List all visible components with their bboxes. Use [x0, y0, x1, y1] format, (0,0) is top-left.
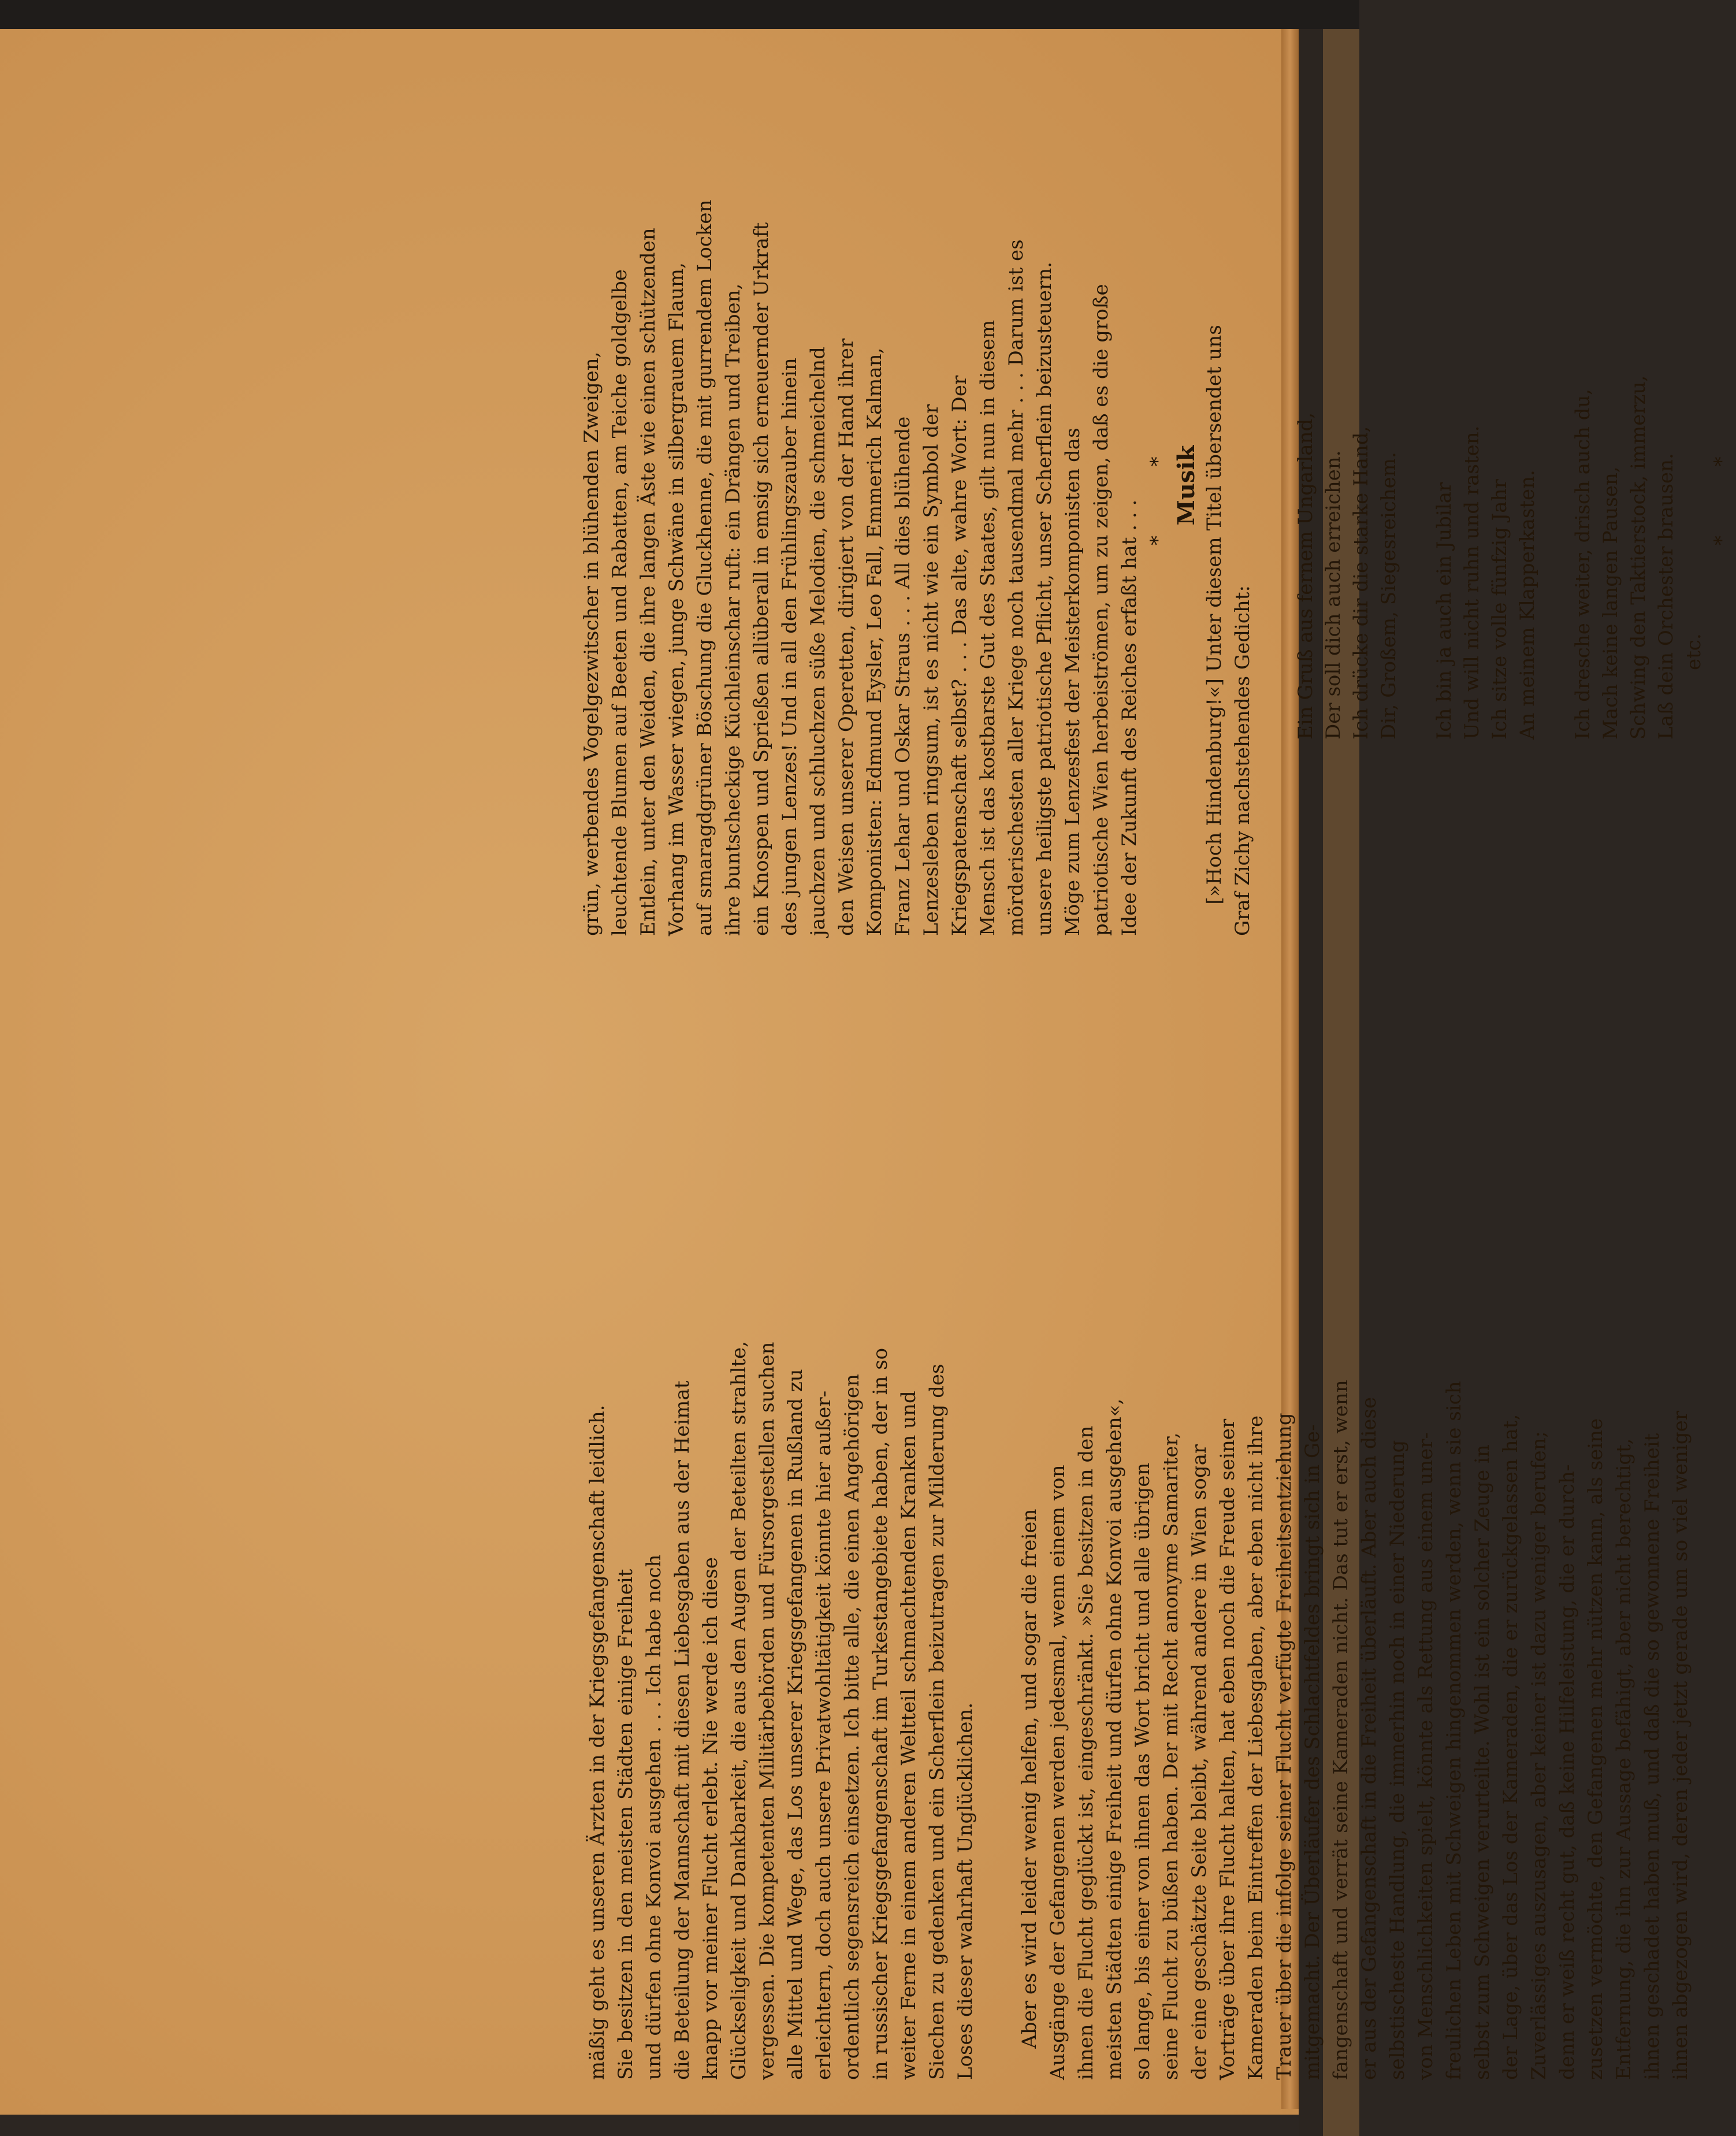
text-line: auf smaragdgrüner Böschung die Gluckhenne, die mit gurrendem Locken [693, 199, 716, 936]
poem-line: Schwing den Taktierstock, immerzu, [1627, 375, 1650, 740]
text-line: Franz Lehar und Oskar Straus . . . All dies blühende [891, 416, 915, 936]
top-dark-border [0, 0, 1359, 32]
poem-stanza [1292, 35, 1403, 740]
text-line: Komponisten: Edmund Eysler, Leo Fall, Emmerich Kalman, [863, 347, 886, 936]
text-line: den Weisen unserer Operetten, dirigiert von der Hand ihrer [835, 338, 858, 936]
text-line: selbst zum Schweigen verurteilte. Wohl ist ein solcher Zeuge in [1471, 1444, 1494, 2080]
text-line: Zuverlässiges auszusagen, aber keiner ist dazu weniger berufen; [1527, 1431, 1551, 2080]
text-line: Glückseligkeit und Dankbarkeit, die aus den Augen der Beteilten strahlte, [727, 1341, 750, 2080]
text-line: der eine geschätzte Seite bleibt, während andere in Wien sogar [1188, 1444, 1211, 2080]
section-separator-stars: * * [1146, 425, 1169, 546]
text-line: Ausgänge der Gefangenen werden jedesmal, wenn einem von [1046, 1465, 1069, 2080]
text-line: Loses dieser wahrhaft Unglücklichen. [954, 1702, 977, 2080]
text-line: Vorträge über ihre Flucht halten, hat eben noch die Freude seiner [1216, 1418, 1239, 2080]
text-line: so lange, bis einer von ihnen das Wort bricht und alle übrigen [1131, 1462, 1154, 2080]
poem-line: Ein Gruß aus fernem Ungarland, [1294, 412, 1317, 740]
text-line: Sie besitzen in den meisten Städten einige Freiheit [614, 1569, 637, 2080]
poem-line: Mach keine langen Pausen, [1599, 466, 1622, 740]
text-line: ein Knospen und Sprießen allüberall in emsig sich erneuernder Urkraft [750, 222, 773, 936]
text-line: Lenzesleben ringsum, ist es nicht wie ein Symbol der [920, 404, 943, 936]
text-line: meisten Städten einige Freiheit und dürfen ohne Konvoi ausgehen«, [1103, 1398, 1126, 2080]
spring-section [578, 35, 1144, 936]
text-line: die Beteilung der Mannschaft mit diesen Liebesgaben aus der Heimat [671, 1380, 694, 2080]
text-line: fangenschaft und verrät seine Kameraden nicht. Das tut er erst, wenn [1329, 1380, 1352, 2080]
text-line: der Lage, über das Los der Kameraden, die er zurückgelassen hat, [1499, 1414, 1522, 2080]
text-line: weiter Ferne in einem anderen Weltteil schmachtenden Kranken und [897, 1391, 920, 2080]
paragraph-1 [583, 1104, 980, 2080]
text-line: erleichtern, doch auch unsere Privatwohltätigkeit könnte hier außer- [812, 1390, 835, 2080]
poem-line: Laß dein Orchester brausen. [1655, 453, 1678, 740]
text-line: Entlein, unter den Weiden, die ihre langen Äste wie einen schützenden [637, 228, 660, 936]
text-line: des jungen Lenzes! Und in all den Frühlingszauber hinein [778, 358, 801, 936]
text-line: Aber es wird leider wenig helfen, und sogar die freien [1018, 1509, 1041, 2049]
text-line: mitgemacht. Der Überläufer des Schlachtfeldes bringt sich in Ge- [1301, 1424, 1324, 2080]
poem-line: An meinem Klapperkasten. [1516, 470, 1539, 740]
text-line: Trauer über die infolge seiner Flucht verfügte Freiheitsentziehung [1273, 1413, 1296, 2080]
poem-etc: etc. [1682, 633, 1705, 670]
text-line: von Menschlichkeiten spielt, könnte als Rettung aus einem uner- [1414, 1432, 1437, 2080]
text-line: knapp vor meiner Flucht erlebt. Nie werde ich diese [699, 1557, 722, 2080]
left-column [583, 1104, 1695, 2080]
text-line: mörderischesten aller Kriege noch tausendmal mehr . . . Darum ist es [1005, 239, 1028, 936]
text-line: seine Flucht zu büßen haben. Der mit Recht anonyme Samariter, [1159, 1432, 1183, 2080]
text-line: Vorhang im Wasser wiegen, junge Schwäne in silbergrauem Flaum, [665, 262, 688, 936]
music-intro [1200, 35, 1257, 936]
text-line: alle Mittel und Wege, das Los unserer Kriegsgefangenen in Rußland zu [784, 1369, 807, 2080]
text-line: selbstischeste Handlung, die immerhin noch in einer Niederung [1386, 1440, 1409, 2080]
text-line: in russischer Kriegsgefangenschaft im Turkestangebiete haben, der in so [869, 1347, 892, 2080]
text-line: ordentlich segensreich einsetzen. Ich bitte alle, die einen Angehörigen [841, 1374, 864, 2080]
text-line: ihnen geschadet haben muß, und daß die so gewonnene Freiheit [1641, 1433, 1664, 2080]
poem-line: Ich sitze volle fünfzig Jahr [1488, 479, 1511, 740]
text-line: vergessen. Die kompetenten Militärbehörden und Fürsorgestellen suchen [756, 1342, 779, 2080]
poem-line: Ich dresche weiter, drisch auch du, [1571, 388, 1594, 740]
text-line: ihnen die Flucht geglückt ist, eingeschränkt. »Sie besitzen in den [1075, 1425, 1098, 2080]
text-line: Mensch ist das kostbarste Gut des Staates, gilt nun in diesem [976, 320, 999, 936]
text-line: Kriegspatenschaft selbst? . . . Das alte, wahre Wort: Der [948, 375, 971, 936]
text-line: [»Hoch Hindenburg!«] Unter diesem Titel übersendet uns [1203, 325, 1226, 905]
end-separator-stars: * * [1710, 425, 1733, 546]
right-column [578, 35, 1736, 936]
paragraph-2 [1016, 1104, 1695, 2080]
poem-line: Dir, Großem, Siegesreichem. [1377, 452, 1400, 740]
poem-stanza [1430, 35, 1541, 740]
text-line: Möge zum Lenzesfest der Meisterkomponisten das [1061, 428, 1084, 936]
text-line: unsere heiligste patriotische Pflicht, unser Scherflein beizusteuern. [1033, 262, 1056, 936]
section-heading-musik: Musik [1173, 445, 1200, 526]
text-line: und dürfen ohne Konvoi ausgehen . . . Ich habe noch [642, 1554, 666, 2080]
text-line: er aus der Gefangenschaft in die Freiheit überläuft. Aber auch diese [1358, 1396, 1381, 2080]
text-line: jauchzen und schluchzen süße Melodien, die schmeichelnd [806, 347, 830, 936]
text-line: Graf Zichy nachstehendes Gedicht: [1231, 585, 1254, 936]
poem-line: Der soll dich auch erreichen. [1322, 450, 1345, 740]
text-line: leuchtende Blumen auf Beeten und Rabatten, am Teiche goldgelbe [608, 269, 631, 936]
text-line: grün, werbendes Vogelgezwitscher in blühenden Zweigen, [580, 351, 603, 936]
poem-line: Ich drücke dir die starke Hand, [1350, 426, 1373, 740]
text-line: mäßig geht es unseren Ärzten in der Kriegsgefangenschaft leidlich. [586, 1405, 609, 2080]
poem-line: Ich bin ja auch ein Jubilar [1433, 482, 1456, 740]
text-line: Idee der Zukunft des Reiches erfaßt hat . . . [1118, 499, 1141, 936]
text-line: ihre buntscheckige Küchleinschar ruft: ein Drängen und Treiben, [722, 283, 745, 936]
text-line: zusetzen vermöchte, den Gefangenen mehr nützen kann, als seine [1584, 1418, 1607, 2080]
text-line: patriotische Wien herbeiströmen, um zu zeigen, daß es die große [1090, 284, 1113, 936]
poem-line: Und will nicht ruhn und rasten. [1460, 425, 1484, 740]
text-line: denn er weiß recht gut, daß keine Hilfeleistung, die er durch- [1556, 1464, 1579, 2080]
text-line: ihnen abgezogen wird, deren jeder jetzt gerade um so viel weniger [1669, 1410, 1692, 2080]
text-line: Siechen zu gedenken und ein Scherflein beizutragen zur Milderung des [925, 1364, 949, 2080]
text-line: freulichen Leben mit Schweigen hingenommen werden, wenn sie sich [1443, 1381, 1466, 2080]
poem [1292, 35, 1708, 740]
text-line: Entfernung, die ihn zur Aussage befähigt, aber nicht berechtigt, [1612, 1438, 1635, 2080]
poem-stanza [1569, 35, 1708, 740]
text-line: Kameraden beim Eintreffen der Liebesgaben, aber eben nicht ihre [1244, 1415, 1267, 2080]
